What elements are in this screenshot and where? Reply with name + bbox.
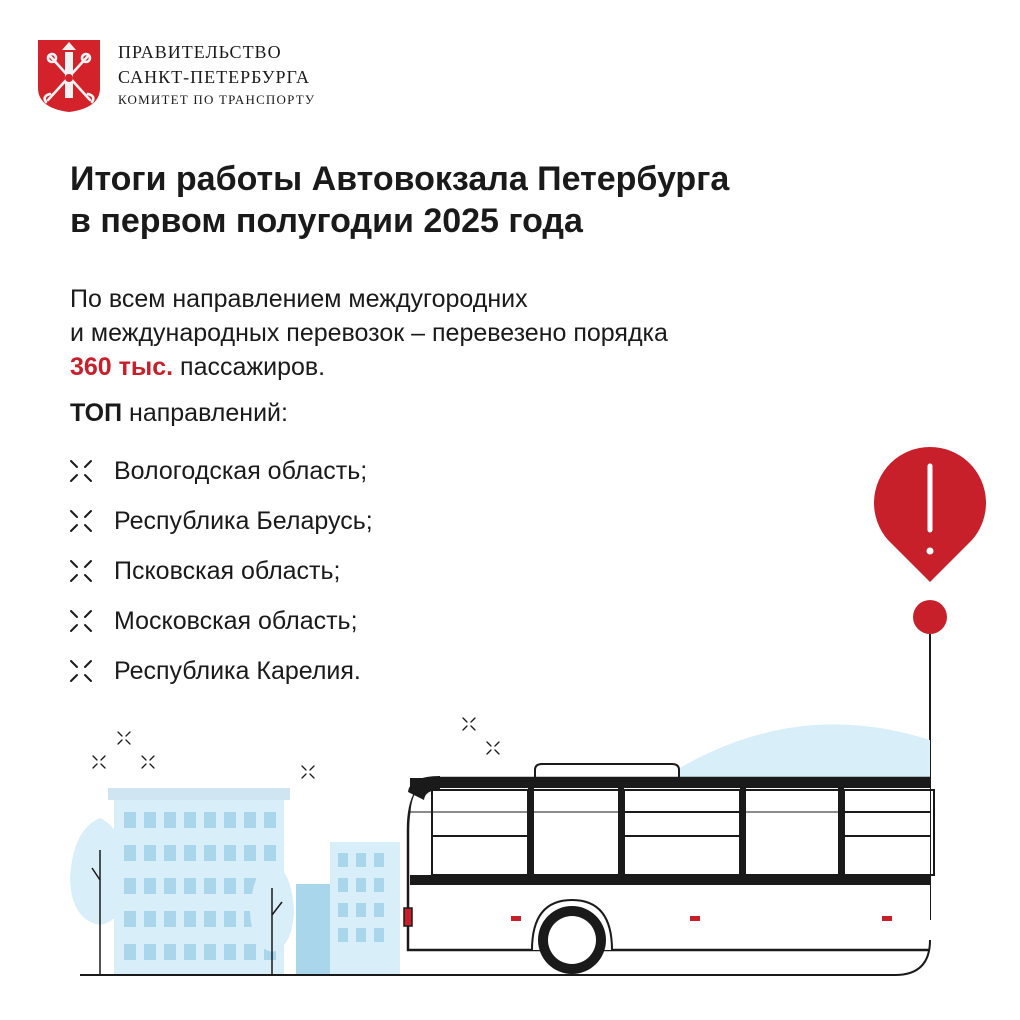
direction-label: Республика Беларусь; <box>114 506 373 535</box>
sparkle-decorations <box>93 718 499 778</box>
lead-line-3 <box>70 350 668 384</box>
direction-label: Республика Карелия. <box>114 656 361 685</box>
title-line-2: в первом полугодии 2025 года <box>70 202 583 240</box>
org-name <box>118 40 315 110</box>
title-line-1: Итоги работы Автовокзала Петербурга <box>70 160 730 198</box>
header <box>36 38 315 114</box>
bus-illustration <box>404 764 934 974</box>
direction-label: Псковская область; <box>114 556 341 585</box>
org-line-government: ПРАВИТЕЛЬСТВО <box>118 42 282 62</box>
passenger-count-highlight: 360 тыс. <box>70 353 174 381</box>
page-title <box>70 158 729 242</box>
lead-paragraph <box>70 282 668 384</box>
lead-tail: пассажиров. <box>173 353 326 381</box>
spb-coat-of-arms-icon <box>36 38 102 114</box>
direction-label: Московская область; <box>114 606 358 635</box>
lead-line-2: и международных перевозок – перевезено порядка <box>70 319 668 347</box>
org-line-city: САНКТ-ПЕТЕРБУРГА <box>118 67 311 87</box>
top-bold: ТОП <box>70 399 123 427</box>
city-buildings-illustration <box>70 788 400 975</box>
top-rest: направлений: <box>122 399 288 427</box>
org-line-committee: КОМИТЕТ ПО ТРАНСПОРТУ <box>118 92 316 107</box>
top-directions-heading <box>70 398 288 428</box>
direction-label: Вологодская область; <box>114 456 368 485</box>
bus-station-illustration <box>0 440 1020 1020</box>
lead-line-1: По всем направлением междугородних <box>70 285 528 313</box>
